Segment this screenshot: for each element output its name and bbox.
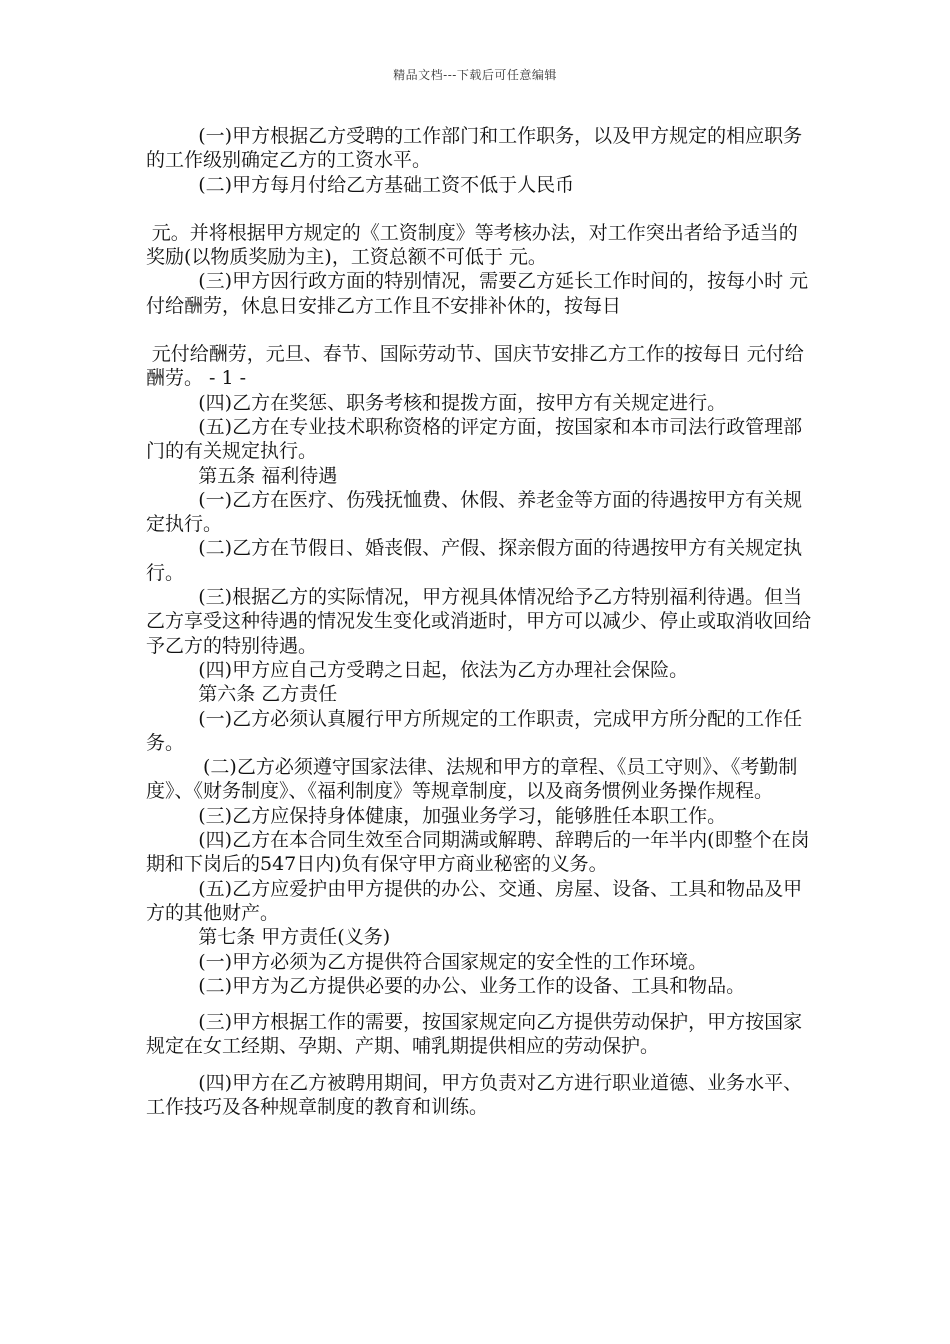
paragraph: 第七条 甲方责任(义务) (198, 926, 391, 949)
paragraph: (一)乙方必须认真履行甲方所规定的工作职责，完成甲方所分配的工作任务。 (146, 707, 803, 754)
paragraph-spacer (146, 1059, 811, 1071)
paragraph: 元付给酬劳，元旦、春节、国际劳动节、国庆节安排乙方工作的按每日 元付给酬劳。 - 1 - (146, 343, 804, 390)
paragraph: (三)甲方根据工作的需要，按国家规定向乙方提供劳动保护，甲方按国家规定在女工经期、孕期、产期、哺乳期提供相应的劳动保护。 (146, 1011, 803, 1058)
document-body (146, 124, 811, 1119)
paragraph: 第六条 乙方责任 (198, 683, 338, 706)
paragraph-spacer (146, 998, 811, 1010)
paragraph: (三)根据乙方的实际情况，甲方视具体情况给予乙方特别福利待遇。但当乙方享受这种待遇的情况发生变化或消逝时，甲方可以减少、停止或取消收回给予乙方的特别待遇。 (146, 586, 812, 657)
paragraph: (三)乙方应保持身体健康，加强业务学习，能够胜任本职工作。 (198, 804, 727, 827)
paragraph: (一)甲方根据乙方受聘的工作部门和工作职务，以及甲方规定的相应职务的工作级别确定乙方的工资水平。 (146, 125, 803, 172)
paragraph: (二)乙方在节假日、婚丧假、产假、探亲假方面的待遇按甲方有关规定执行。 (146, 537, 803, 584)
paragraph-spacer (146, 197, 811, 221)
page-header: 精品文档---下载后可任意编辑 (393, 68, 557, 82)
paragraph: (五)乙方在专业技术职称资格的评定方面，按国家和本市司法行政管理部门的有关规定执行。 (146, 415, 803, 463)
paragraph: (一)甲方必须为乙方提供符合国家规定的安全性的工作环境。 (198, 950, 708, 973)
paragraph: 元。并将根据甲方规定的《工资制度》等考核办法，对工作突出者给予适当的奖励(以物质奖励为主)，工资总额不可低于 元。 (146, 221, 798, 269)
paragraph: (四)乙方在本合同生效至合同期满或解聘、辞聘后的一年半内(即整个在岗期和下岗后的547日内)负有保守甲方商业秘密的义务。 (146, 829, 810, 876)
paragraph: (三)甲方因行政方面的特别情况，需要乙方延长工作时间的，按每小时 元付给酬劳，休息日安排乙方工作且不安排补休的，按每日 (146, 270, 809, 317)
paragraph: (五)乙方应爱护由甲方提供的办公、交通、房屋、设备、工具和物品及甲方的其他财产。 (146, 877, 803, 924)
paragraph: (一)乙方在医疗、伤残抚恤费、休假、养老金等方面的待遇按甲方有关规定执行。 (146, 488, 803, 536)
paragraph: (四)甲方在乙方被聘用期间，甲方负责对乙方进行职业道德、业务水平、工作技巧及各种规章制度的教育和训练。 (146, 1071, 803, 1118)
paragraph: (二)甲方为乙方提供必要的办公、业务工作的设备、工具和物品。 (198, 974, 746, 997)
paragraph: (四)乙方在奖惩、职务考核和提拨方面，按甲方有关规定进行。 (198, 391, 727, 414)
paragraph-spacer (146, 318, 811, 342)
paragraph: 第五条 福利待遇 (198, 464, 338, 487)
paragraph: (四)甲方应自己方受聘之日起，依法为乙方办理社会保险。 (198, 658, 689, 681)
paragraph: (二)甲方每月付给乙方基础工资不低于人民币 (198, 173, 575, 196)
paragraph: (二)乙方必须遵守国家法律、法规和甲方的章程、《员工守则》、《考勤制度》、《财务制度》、《福利制度》等规章制度，以及商务惯例业务操作规程。 (146, 756, 798, 803)
